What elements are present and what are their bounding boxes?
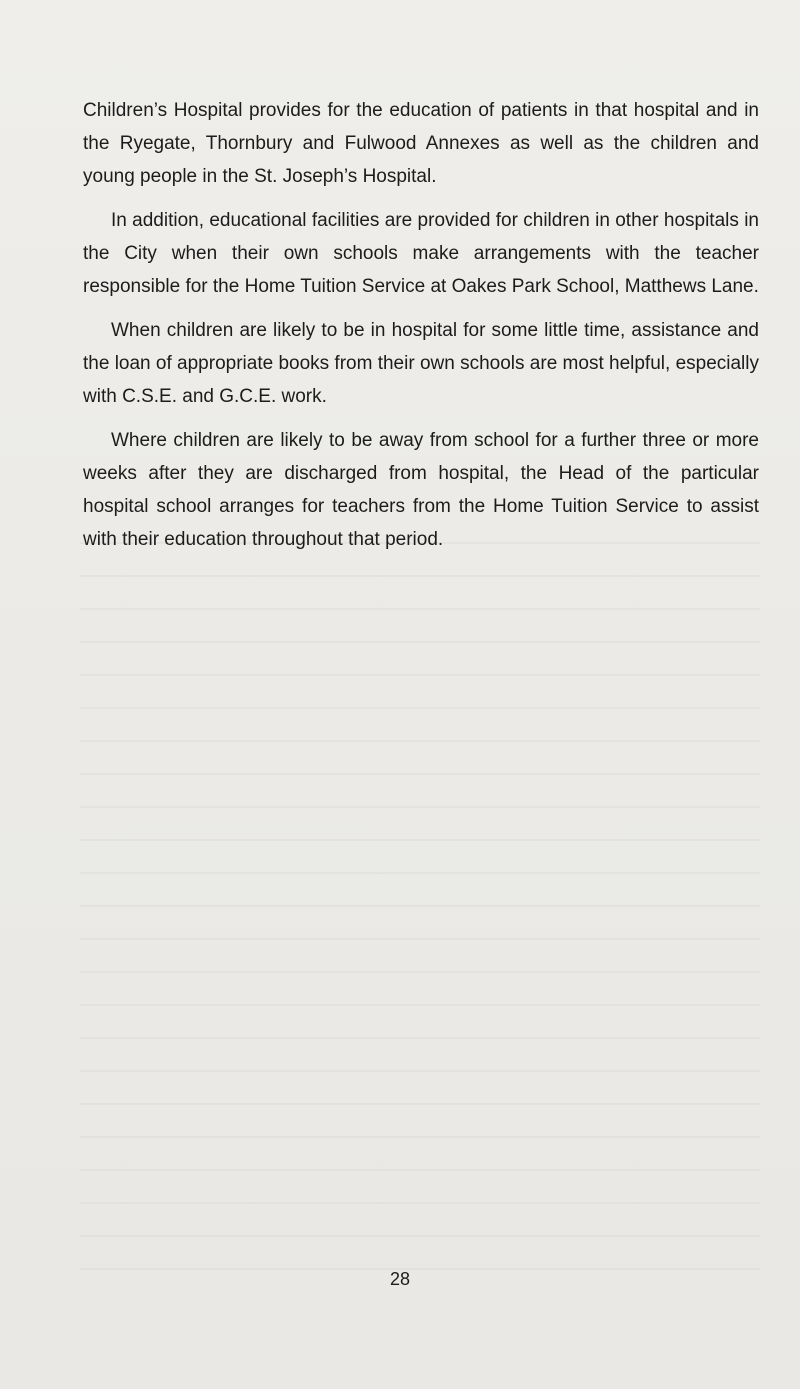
paragraph-1: Children’s Hospital provides for the education of patients in that hospital and in the Ryegate, Thornbury and Fulwood Annexes as well as the children and young people in the St. Joseph’s Hospital. [83,100,759,187]
paragraph-3: When children are likely to be in hospital for some little time, assistance and the loan of appropriate books from their own schools are most helpful, especially with C.S.E. and G.C.E. work. [83,320,759,407]
reverse-side-show-through [80,520,760,1280]
page-number: 28 [389,1269,411,1289]
body-text [83,94,759,567]
paragraph-4: Where children are likely to be away from school for a further three or more weeks after they are discharged from hospital, the Head of the particular hospital school arranges for teachers from the Home Tuition Service to assist with their education throughout that period. [83,430,759,550]
paragraph-2: In addition, educational facilities are provided for children in other hospitals in the City when their own schools make arrangements with the teacher responsible for the Home Tuition Service at Oakes Park School, Matthews Lane. [83,210,759,297]
